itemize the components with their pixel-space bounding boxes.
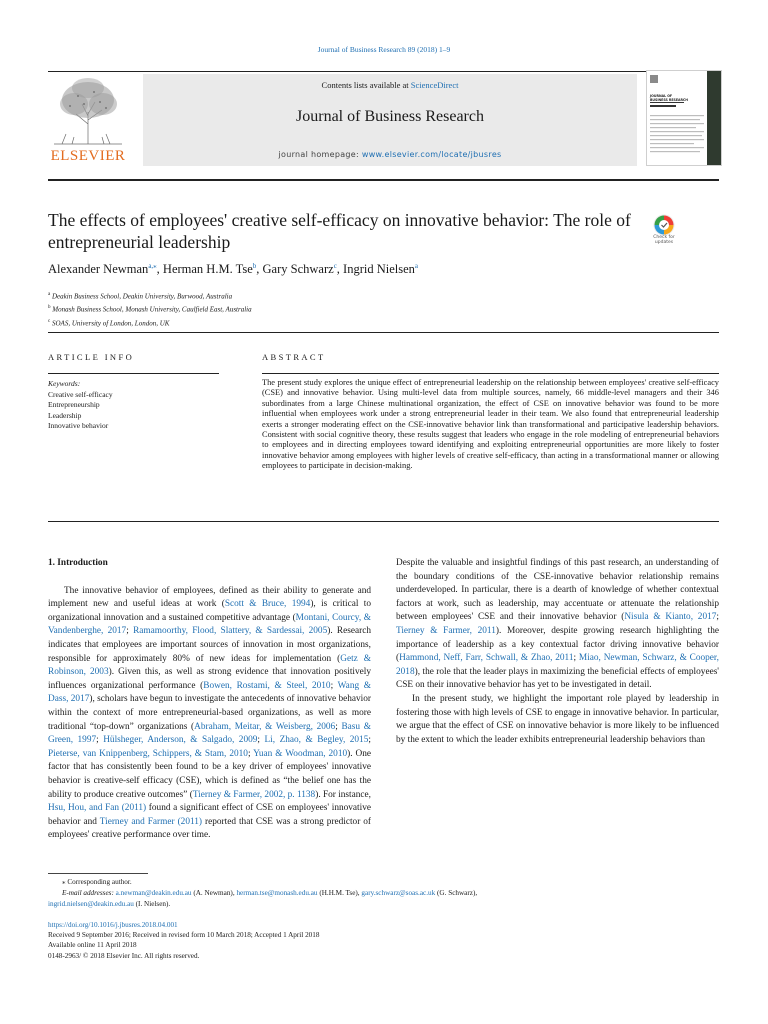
- body-text: ;: [368, 735, 371, 746]
- affiliation-text: Monash Business School, Monash University, Caulfield East, Australia: [52, 305, 252, 314]
- journal-title[interactable]: Journal of Business Research: [296, 108, 484, 125]
- citation-link[interactable]: Basu & Green, 1997: [48, 721, 371, 746]
- author-name[interactable]: Alexander Newman: [48, 262, 149, 277]
- author-affil-sup[interactable]: a,⁎: [148, 262, 157, 270]
- authors-bottom-rule: [48, 332, 719, 333]
- article-info-rule: [48, 373, 219, 374]
- citation-link[interactable]: Bowen, Rostami, & Steel, 2010: [203, 680, 331, 691]
- body-text: ). Research indicates that employees are important sources of innovation in most organizations, responsible for approximately 80% of new ideas for implementation (: [48, 626, 371, 664]
- affiliation-text: SOAS, University of London, London, UK: [51, 318, 170, 327]
- contents-prefix: Contents lists available at: [321, 80, 411, 90]
- citation-link[interactable]: Ramamoorthy, Flood, Slattery, & Sardessai, 2005: [133, 626, 328, 637]
- received-dates: Received 9 September 2016; Received in revised form 10 March 2018; Accepted 1 April 2018: [48, 931, 320, 940]
- citation-link[interactable]: Tierney and Farmer (2011): [99, 816, 203, 827]
- author-affil-sup[interactable]: a: [414, 262, 419, 270]
- contents-line: [143, 80, 637, 90]
- publication-info: [48, 920, 719, 961]
- abstract-bottom-rule: [48, 521, 719, 522]
- citation-link[interactable]: Montani, Courcy, & Vandenberghe, 2017: [48, 612, 371, 637]
- affiliation-sup: c: [48, 318, 51, 324]
- homepage-url-link[interactable]: www.elsevier.com/locate/jbusres: [361, 150, 502, 159]
- body-text: ;: [96, 735, 104, 746]
- email-link[interactable]: ingrid.nielsen@deakin.edu.au: [48, 899, 134, 908]
- elsevier-tree-logo-icon[interactable]: [48, 74, 128, 166]
- keywords-label: Keywords:: [48, 379, 81, 388]
- body-text-flow-right: [396, 557, 719, 747]
- affiliation-item: [48, 289, 648, 302]
- citation-link[interactable]: Tierney & Farmer, 2011: [396, 625, 496, 636]
- affiliation-item: [48, 302, 648, 315]
- body-text: ;: [716, 612, 719, 623]
- citation-link[interactable]: Wang & Dass, 2017: [48, 680, 371, 705]
- journal-banner: [48, 74, 719, 166]
- body-paragraph: [48, 585, 371, 843]
- abstract-heading: ABSTRACT: [262, 352, 326, 362]
- body-text: ;: [335, 721, 342, 732]
- citation-link[interactable]: Yuan & Woodman, 2010: [253, 748, 348, 759]
- abstract-text: The present study explores the unique effect of entrepreneurial leadership on the relationship between employees' creative self-efficacy (CSE) and innovative behavior. Using multi-level data from multiple sources, namely, 66 middle-level managers and their 346 subordinates from a large Chinese multinational organization, the effect of CSE on innovative behavior was found to be more influential when employees work under a strong entrepreneurial leader in their team. We also found that entrepreneurial leadership exerts a stronger moderating effect on the CSE-innovative behavior link than transformational and participative leadership behaviors. Consistent with social cognitive theory, these results suggest that leaders who engage in the role modeling of entrepreneurial behaviors to employees and in directing employees toward identifying and exploiting entrepreneurial opportunities are more likely to foster innovative behavior among employees with higher levels of creative self-efficacy, than acting in a transformational manner or allowing employees to participate in decision-making.: [262, 378, 719, 471]
- body-column-right: [396, 557, 719, 747]
- body-paragraph: [396, 693, 719, 747]
- citation-link[interactable]: Miao, Newman, Schwarz, & Cooper, 2018: [396, 653, 719, 677]
- citation-link[interactable]: Hsu, Hou, and Fan (2011): [48, 803, 147, 814]
- abstract-rule: [262, 373, 719, 374]
- doi-link[interactable]: https://doi.org/10.1016/j.jbusres.2018.04.001: [48, 921, 178, 929]
- footnote-rule: [48, 873, 148, 874]
- email-owner: (H.H.M. Tse),: [317, 888, 362, 897]
- email-link[interactable]: herman.tse@monash.edu.au: [236, 888, 318, 897]
- email-owner: (A. Newman),: [191, 888, 237, 897]
- citation-link[interactable]: Hammond, Neff, Farr, Schwall, & Zhao, 2011: [399, 653, 574, 664]
- crossmark-icon[interactable]: [645, 213, 683, 251]
- author-list: Alexander Newman$^{a,⁎}$, Herman H.M. Tse$^b$, Gary Schwarz$^c$, Ingrid Nielsen$^a$: [48, 262, 419, 277]
- crossmark-label-line2: updates: [654, 240, 674, 245]
- body-text: reported that CSE was a strong predictor of employees' creative performance over time.: [48, 816, 372, 841]
- email-owner: (I. Nielsen).: [133, 899, 171, 908]
- citation-link[interactable]: Abraham, Meitar, & Weisberg, 2006: [194, 721, 336, 732]
- body-text: found a significant effect of CSE on employees' innovative behavior and: [48, 803, 371, 827]
- crossmark-label-line1: Check for: [653, 235, 675, 240]
- citation-link[interactable]: Tierney & Farmer, 2002, p. 1138: [192, 789, 316, 800]
- email-link[interactable]: gary.schwarz@soas.ac.uk: [361, 888, 436, 897]
- keyword-item: Innovative behavior: [48, 421, 109, 430]
- author-name[interactable]: Herman H.M. Tse: [162, 262, 253, 277]
- crossmark-label: [645, 235, 683, 245]
- body-text: ;: [126, 626, 134, 637]
- elsevier-logo-text: ELSEVIER: [50, 148, 126, 164]
- citation-link[interactable]: Li, Zhao, & Begley, 2015: [264, 735, 369, 746]
- affiliation-list: [48, 289, 648, 329]
- sciencedirect-link[interactable]: ScienceDirect: [410, 80, 459, 90]
- section-heading: 1. Introduction: [48, 558, 108, 568]
- author-name[interactable]: Gary Schwarz: [262, 262, 334, 277]
- body-text: ;: [247, 748, 254, 759]
- body-text: ), scholars have begun to investigate the antecedents of innovative behavior within the context of more entrepreneurial-based organizations, as well as more traditional “top-down” organizations (: [48, 694, 371, 732]
- copyright: 0148-2963/ © 2018 Elsevier Inc. All rights reserved.: [48, 951, 200, 960]
- header-top-rule: [48, 71, 719, 72]
- journal-banner-box: [143, 74, 637, 166]
- body-text: ). Given this, as well as strong evidence that innovation positively influences organizational performance (: [48, 667, 371, 691]
- affiliation-text: Deakin Business School, Deakin University, Burwood, Australia: [51, 292, 233, 301]
- body-text: ), the role that the leader plays in maximizing the beneficial effects of employees' CSE on their innovative behavior has yet to be investigated in detail.: [396, 666, 719, 691]
- article-title: The effects of employees' creative self-efficacy on innovative behavior: The role of entrepreneurial leadership: [48, 210, 631, 252]
- citation-link[interactable]: Pieterse, van Knippenberg, Schippers, & Stam, 2010: [48, 748, 248, 759]
- cover-title: JOURNAL OF BUSINESS RESEARCH: [650, 94, 690, 102]
- journal-homepage-line: [143, 150, 637, 159]
- body-text: ). For instance,: [315, 789, 371, 800]
- body-text-flow: [48, 585, 371, 843]
- body-text: ;: [573, 653, 579, 664]
- body-text: ). One factor that has consistently been found to be a key driver of employees' innovative behavior is creative-self efficacy (CSE), which is defined as “the belief one has the ability to produce creative outcomes” (: [48, 748, 372, 800]
- keywords-block: [48, 379, 218, 432]
- body-text: ;: [330, 680, 338, 691]
- footnotes: [48, 877, 719, 909]
- email-label: E-mail addresses:: [62, 888, 116, 897]
- corresponding-author-note: ⁎ Corresponding author.: [62, 878, 132, 886]
- email-line-continued: [48, 899, 719, 910]
- affiliation-sup: b: [48, 305, 51, 311]
- body-text: Despite the valuable and insightful findings of this past research, an understanding of the boundary conditions of the CSE-innovative behavior relationship remains underdeveloped. In particular, there is a dearth of knowledge of whether contextual factors at work, such as leadership, may accentuate or attenuate the relationship between employees' CSE and their innovative behavior (: [396, 558, 719, 623]
- journal-cover-thumbnail-icon[interactable]: [646, 70, 722, 166]
- body-text: The innovative behavior of employees, defined as their ability to generate and implement new and useful ideas at work (: [48, 585, 371, 610]
- keyword-item: Entrepreneurship: [48, 400, 100, 409]
- banner-bottom-rule: [48, 179, 719, 181]
- affiliation-item: [48, 316, 648, 329]
- keyword-item: Leadership: [48, 410, 82, 420]
- email-link[interactable]: a.newman@deakin.edu.au: [115, 888, 192, 897]
- citation-link[interactable]: Nisula & Kianto, 2017: [624, 612, 717, 623]
- body-text: ;: [257, 735, 265, 746]
- author-name[interactable]: Ingrid Nielsen: [343, 262, 415, 277]
- author-affil-sup[interactable]: c: [333, 262, 337, 270]
- email-owner: (G. Schwarz),: [435, 888, 478, 897]
- body-paragraph: [396, 557, 719, 693]
- keyword-item: Creative self-efficacy: [48, 389, 113, 399]
- citation-link[interactable]: Scott & Bruce, 1994: [224, 599, 311, 610]
- citation-link[interactable]: Hülsheger, Anderson, & Salgado, 2009: [103, 735, 258, 746]
- body-text: ). Moreover, despite growing research highlighting the importance of leadership as a key contextual factor driving innovative behavior (: [396, 625, 719, 664]
- affiliation-sup: a: [48, 292, 51, 297]
- available-online: Available online 11 April 2018: [48, 941, 137, 950]
- body-column-left: [48, 557, 371, 843]
- article-info-heading: ARTICLE INFO: [48, 352, 135, 362]
- body-text: ), is critical to organizational innovation and a sustained competitive advantage (: [48, 599, 371, 623]
- author-affil-sup[interactable]: b: [252, 262, 257, 270]
- citation-link[interactable]: Getz & Robinson, 2003: [48, 653, 371, 678]
- journal-citation[interactable]: Journal of Business Research 89 (2018) 1–9: [317, 45, 451, 54]
- body-text: In the present study, we highlight the important role played by leadership in fostering those with high levels of CSE to engage in innovative behavior. In particular, we argue that the effect of CSE on innovative behavior is more likely to be influenced by the extent to which the leader exhibits entrepreneurial leadership behaviors than: [396, 693, 719, 745]
- homepage-label: journal homepage:: [278, 150, 362, 159]
- email-line: [48, 888, 719, 899]
